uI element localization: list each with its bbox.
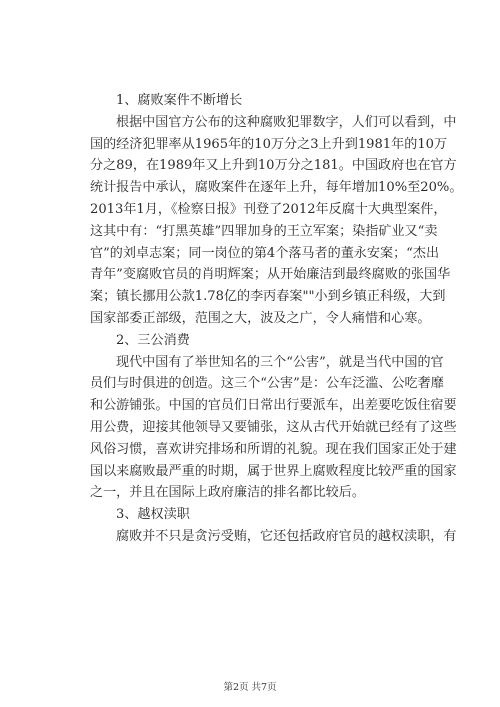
paragraph-line: 风俗习惯，喜欢讲究排场和所谓的礼貌。现在我们国家正处于建 — [90, 441, 457, 457]
section-heading-1: 1、腐败案件不断增长 — [116, 93, 243, 108]
paragraph-line: 2013年1月，《检察日报》刊登了2012年反腐十大典型案件， — [90, 201, 447, 217]
section-heading-2: 2、三公消费 — [116, 332, 190, 348]
paragraph-line: 国的经济犯罪率从1965年的10万分之3上升到1981年的10万 — [90, 136, 448, 152]
paragraph-2 — [90, 352, 457, 505]
paragraph-line: 官”的刘卓志案；同一岗位的第4个落马者的董永安案；“杰出 — [90, 245, 440, 261]
page-footer: 第2页 共7页 — [223, 682, 277, 693]
paragraph-line: 之一，并且在国际上政府廉洁的排名都比较后。 — [90, 485, 365, 501]
section-heading-3: 3、越权渎职 — [116, 507, 190, 523]
paragraph-1 — [90, 112, 463, 330]
paragraph-line: 案；镇长挪用公款1.78亿的李丙春案""小到乡镇正科级，大到 — [90, 289, 446, 305]
paragraph-line: 这其中有：“打黑英雄”四罪加身的王立军案；染指矿业又“卖 — [90, 223, 438, 239]
document-body — [90, 90, 463, 548]
paragraph-line: 腐败并不只是贪污受贿，它还包括政府官员的越权渎职，有 — [116, 528, 457, 544]
paragraph-line: 现代中国有了举世知名的三个“公害”，就是当代中国的官 — [116, 354, 444, 370]
paragraph-3 — [90, 526, 457, 548]
paragraph-line: 员们与时俱进的创造。这三个“公害”是：公车泛滥、公吃奢靡 — [90, 376, 444, 392]
paragraph-line: 国家部委正部级，范围之大，波及之广，令人痛惜和心寒。 — [90, 310, 431, 326]
paragraph-line: 用公费，迎接其他领导又要铺张，这从古代开始就已经有了这些 — [90, 419, 457, 435]
paragraph-line: 国以来腐败最严重的时期，属于世界上腐败程度比较严重的国家 — [90, 463, 457, 479]
paragraph-line: 和公游铺张。中国的官员们日常出行要派车，出差要吃饭住宿要 — [90, 398, 457, 414]
paragraph-line: 统计报告中承认，腐败案件在逐年上升，每年增加10%至20%。 — [90, 180, 463, 196]
paragraph-line: 青年”变腐败官员的肖明辉案；从开始廉洁到最终腐败的张国华 — [90, 267, 451, 283]
paragraph-line: 分之89，在1989年又上升到10万分之181。中国政府也在官方 — [90, 158, 457, 174]
paragraph-line: 根据中国官方公布的这种腐败犯罪数字，人们可以看到，中 — [116, 114, 457, 130]
